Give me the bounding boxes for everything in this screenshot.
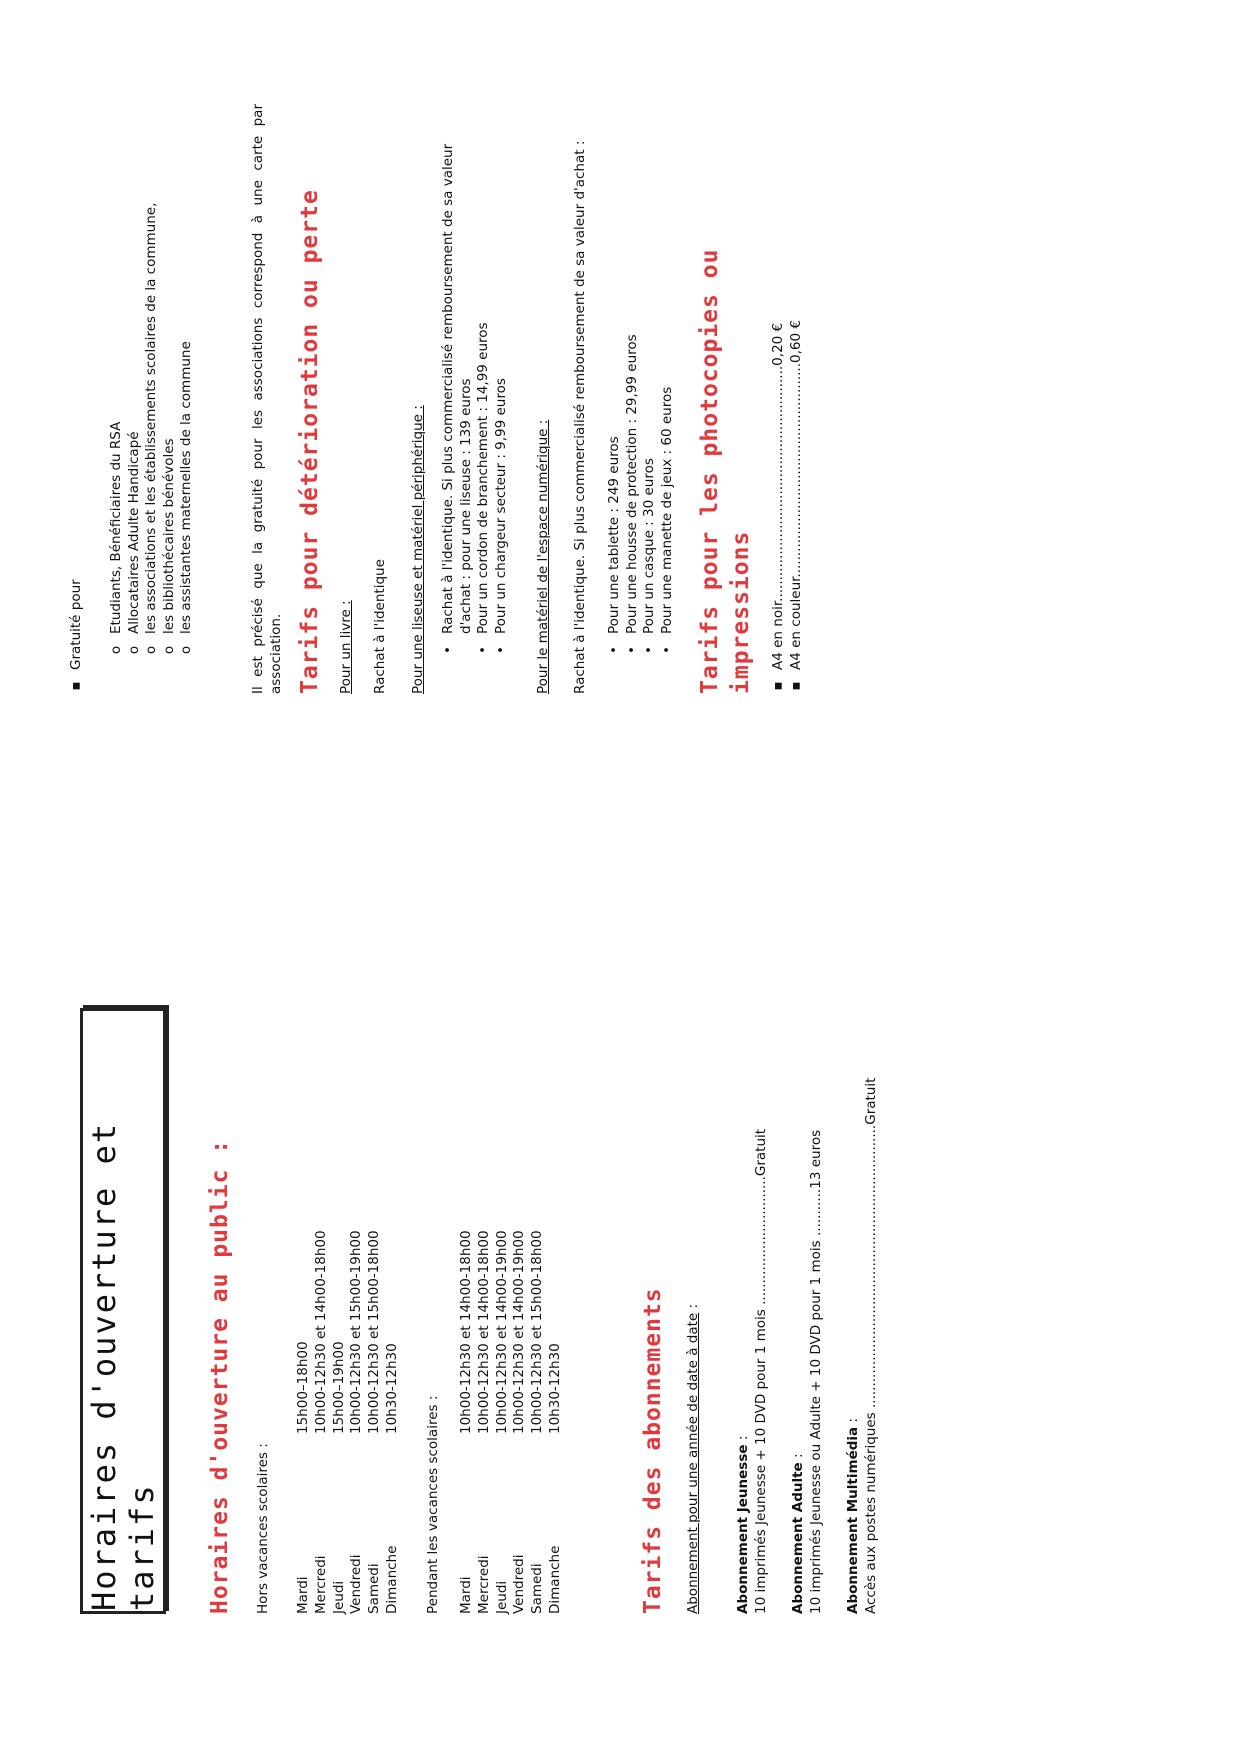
abonnement-desc: 10 imprimés Jeunesse ou Adulte + 10 DVD pour 1 mois — [807, 1235, 824, 1614]
day-cell: Vendredi — [511, 1554, 528, 1614]
photocopie-label: A4 en noir — [770, 601, 786, 670]
circle-bullet-icon: o — [178, 645, 195, 655]
hours-row — [529, 1230, 547, 1614]
pendant-vacances-table — [458, 1230, 565, 1614]
hours-cell: 15h00–18h00 — [295, 1341, 311, 1434]
abonnement-intro-text: Abonnement pour une année de date à date — [685, 1312, 701, 1614]
gratuite-subitem — [126, 98, 144, 658]
dot-bullet-icon: • — [440, 646, 456, 654]
photocopie-price: 0,20 € — [770, 322, 786, 366]
liseuse-list — [440, 104, 510, 658]
day-cell: Mardi — [458, 1576, 474, 1614]
abonnement-adulte — [790, 894, 825, 1614]
liseuse-item — [493, 104, 511, 658]
gratuite-subitem-text: Allocataires Adulte Handicapé — [125, 431, 142, 634]
dot-bullet-icon: • — [492, 646, 509, 654]
photocopies-list — [770, 274, 805, 694]
numerique-label: Pour le matériel de l'espace numérique : — [535, 419, 551, 694]
photocopie-item — [770, 274, 788, 694]
dot-bullet-icon: • — [475, 646, 492, 654]
gratuite-subitem-text: les associations et les établissements scolaires de la commune, — [143, 202, 160, 634]
photocopie-price: 0,60 € — [787, 320, 804, 363]
abonnement-sep: : — [735, 1435, 751, 1445]
gratuite-item — [68, 94, 86, 694]
liseuse-item-text: Pour un cordon de branchement : 14,99 euros — [475, 322, 492, 634]
abonnement-intro — [685, 1304, 703, 1614]
horaires-heading: Horaires d'ouverture au public : — [207, 1138, 233, 1614]
liseuse-item — [440, 104, 475, 658]
abonnement-name: Abonnement Adulte — [790, 1462, 806, 1614]
dot-bullet-icon: • — [623, 646, 640, 654]
hours-cell: 10h00-12h30 et 14h00-18h00 — [475, 1230, 492, 1434]
circle-bullet-icon: o — [125, 645, 142, 655]
hors-vacances-label: Hors vacances scolaires : — [255, 1443, 271, 1614]
numerique-item — [606, 104, 624, 658]
square-bullet-icon: ▪ — [770, 681, 786, 691]
gratuite-subitem — [143, 98, 161, 658]
hours-row — [494, 1230, 512, 1614]
circle-bullet-icon: o — [108, 645, 124, 655]
deterioration-heading: Tarifs pour détérioration ou perte — [297, 189, 323, 694]
abonnement-price: 13 euros — [807, 1129, 824, 1189]
abonnement-price: Gratuit — [862, 1077, 879, 1125]
hours-cell: 10h00-12h30 et 15h00-18h00 — [529, 1230, 546, 1434]
day-cell: Samedi — [529, 1563, 546, 1614]
day-cell: Jeudi — [330, 1580, 347, 1614]
gratuite-subitem — [161, 98, 179, 658]
day-cell: Mardi — [295, 1576, 311, 1614]
hours-cell: 10h00-12h30 et 15h00-18h00 — [366, 1230, 383, 1434]
numerique-item-text: Pour une housse de protection : 29,99 euros — [623, 334, 640, 634]
hours-row — [476, 1230, 494, 1614]
hours-row — [348, 1230, 366, 1614]
hours-cell: 10h30-12h30 — [384, 1343, 401, 1434]
abonnements-heading: Tarifs des abonnements — [640, 1287, 666, 1614]
hours-row — [331, 1230, 349, 1614]
hours-row — [547, 1230, 565, 1614]
hours-cell: 10h30-12h30 — [547, 1343, 564, 1434]
gratuite-subitem-text: les assistantes maternelles de la commune — [178, 341, 195, 634]
day-cell: Dimanche — [384, 1545, 401, 1614]
abonnement-dots: .............................. — [752, 1176, 769, 1305]
gratuite-subitem-text: les bibliothécaires bénévoles — [160, 438, 177, 634]
numerique-intro: Rachat à l'identique. Si plus commercialisé remboursement de sa valeur d'achat : — [572, 140, 588, 694]
day-cell: Dimanche — [547, 1545, 564, 1614]
hours-row — [384, 1230, 402, 1614]
liseuse-item-text: Rachat à l'identique. Si plus commercialisé remboursement de sa valeur d'achat : pour une liseuse : 139 euros — [440, 143, 474, 634]
photocopies-heading: Tarifs pour les photocopies ou impressions — [697, 248, 755, 694]
liseuse-item — [475, 104, 493, 658]
abonnement-sep: : — [845, 1418, 861, 1427]
square-bullet-icon: ▪ — [68, 681, 84, 691]
liseuse-item-text: Pour un chargeur secteur : 9,99 euros — [492, 378, 509, 634]
abonnement-jeunesse — [735, 894, 770, 1614]
photocopie-item — [788, 274, 806, 694]
gratuite-label: Gratuité pour — [68, 579, 84, 670]
numerique-item — [624, 104, 642, 658]
hours-cell: 10h00-12h30 et 14h00-18h00 — [458, 1230, 474, 1434]
abonnement-intro-suffix: : — [685, 1303, 701, 1313]
livre-label: Pour un livre : — [338, 600, 354, 694]
numerique-item — [641, 104, 659, 658]
abonnement-dots: ........... — [807, 1188, 824, 1236]
abonnement-desc: 10 imprimés Jeunesse + 10 DVD pour 1 mois — [752, 1304, 769, 1614]
gratuite-note: Il est précisé que la gratuité pour les associations correspond à une carte par association. — [250, 104, 284, 694]
dot-bullet-icon: • — [641, 646, 658, 654]
hours-row — [511, 1230, 529, 1614]
circle-bullet-icon: o — [143, 645, 160, 655]
abonnement-multimedia — [845, 894, 880, 1614]
hours-cell: 10h00-12h30 et 14h00-18h00 — [312, 1230, 329, 1434]
pendant-vacances-label: Pendant les vacances scolaires : — [425, 1395, 441, 1614]
photocopie-dots: .................................................. — [787, 362, 804, 578]
photocopie-label: A4 en couleur — [787, 577, 804, 670]
hours-row — [458, 1230, 476, 1614]
abonnement-name: Abonnement Multimédia — [845, 1426, 861, 1614]
hours-cell: 10h00-12h30 et 14h00-19h00 — [493, 1230, 510, 1434]
numerique-item-text: Pour un casque : 30 euros — [641, 458, 658, 634]
photocopie-dots: ....................................................... — [770, 365, 786, 602]
hours-row — [366, 1230, 384, 1614]
gratuite-subitem — [178, 98, 196, 658]
circle-bullet-icon: o — [160, 645, 177, 655]
gratuite-sublist — [108, 98, 196, 658]
hours-cell: 15h00–19h00 — [330, 1341, 347, 1434]
day-cell: Mercredi — [312, 1555, 329, 1614]
square-bullet-icon: ▪ — [787, 681, 804, 691]
gratuite-list — [68, 94, 86, 694]
dot-bullet-icon: • — [606, 646, 622, 654]
numerique-item — [659, 104, 677, 658]
abonnement-dots: .................................................................. — [862, 1124, 879, 1408]
day-cell: Samedi — [366, 1563, 383, 1614]
abonnement-price: Gratuit — [752, 1128, 769, 1177]
numerique-item-text: Pour une tablette : 249 euros — [606, 436, 622, 634]
page-title: Horaires d'ouverture et tarifs — [80, 1008, 166, 1614]
livre-text: Rachat à l'identique — [372, 559, 388, 694]
hours-row — [313, 1230, 331, 1614]
hours-cell: 10h00-12h30 et 15h00-19h00 — [348, 1230, 365, 1434]
day-cell: Jeudi — [493, 1580, 510, 1614]
hors-vacances-table — [295, 1230, 402, 1614]
dot-bullet-icon: • — [658, 646, 675, 654]
hours-cell: 10h00-12h30 et 14h00-19h00 — [511, 1230, 528, 1434]
gratuite-subitem-text: Etudiants, Bénéficiaires du RSA — [108, 421, 124, 634]
liseuse-label: Pour une liseuse et matériel périphérique : — [410, 405, 426, 694]
abonnement-sep: : — [790, 1453, 806, 1463]
day-cell: Vendredi — [348, 1554, 365, 1614]
gratuite-subitem — [108, 98, 126, 658]
numerique-item-text: Pour une manette de jeux : 60 euros — [658, 386, 675, 634]
abonnement-desc: Accès aux postes numériques — [862, 1408, 879, 1614]
numerique-list — [606, 104, 676, 658]
hours-row — [295, 1230, 313, 1614]
day-cell: Mercredi — [475, 1555, 492, 1614]
abonnement-name: Abonnement Jeunesse — [735, 1444, 751, 1614]
